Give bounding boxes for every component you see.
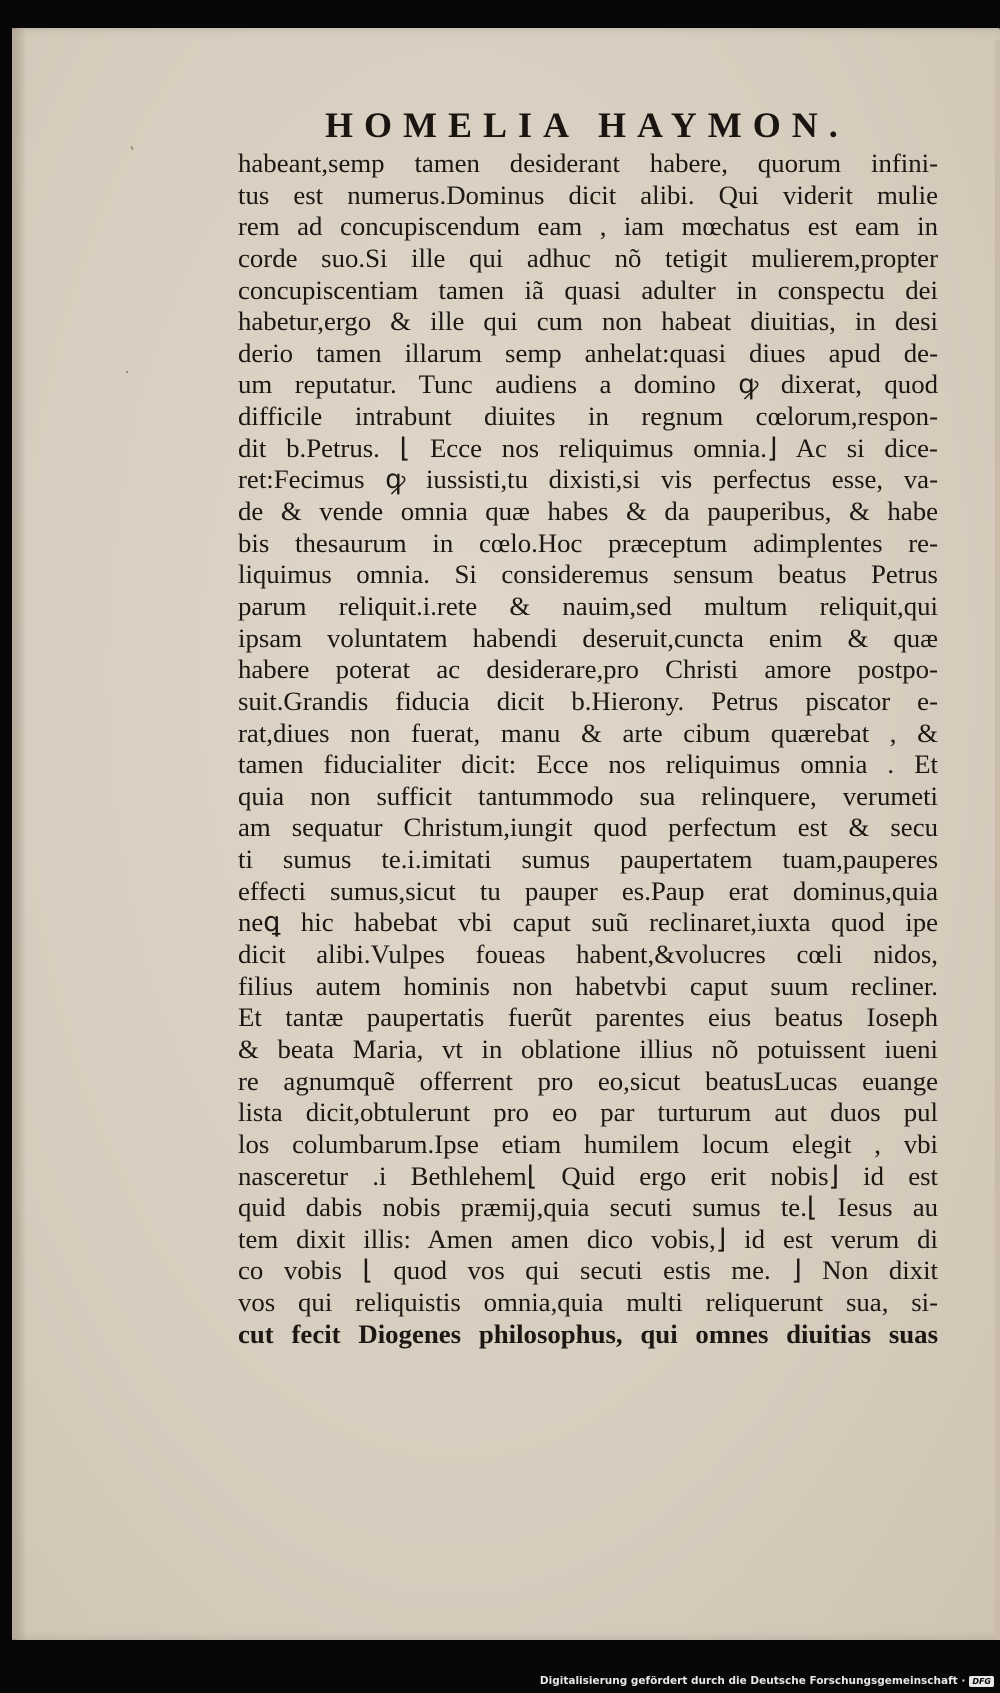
text-line: ti sumus te.i.imitati sumus paupertatem tuam,pauperes bbox=[238, 844, 938, 875]
dfg-logo: DFG bbox=[969, 1676, 994, 1687]
text-line: um reputatur. Tunc audiens a domino ꝙ dixerat, quod bbox=[238, 369, 938, 400]
text-line: habeant,semp tamen desiderant habere, quorum infini- bbox=[238, 148, 938, 178]
text-line: neꝗ hic habebat vbi caput suũ reclinaret,iuxta quod ipe bbox=[238, 907, 938, 938]
text-line: vos qui reliquistis omnia,quia multi reliquerunt sua, si- bbox=[238, 1287, 938, 1318]
text-line: suit.Grandis fiducia dicit b.Hierony. Petrus piscator e- bbox=[238, 685, 938, 716]
text-line: filius autem hominis non habetvbi caput suum recliner. bbox=[238, 970, 938, 1001]
text-line: nasceretur .i Bethlehem⌊ Quid ergo erit nobis⌋ id est bbox=[238, 1160, 938, 1191]
text-line: liquimus omnia. Si consideremus sensum beatus Petrus bbox=[238, 559, 938, 590]
text-line: parum reliquit.i.rete & nauim,sed multum reliquit,qui bbox=[238, 590, 938, 621]
text-line: ipsam voluntatem habendi deseruit,cuncta enim & quæ bbox=[238, 622, 938, 653]
footer-credit: Digitalisierung gefördert durch die Deutsche Forschungsgemeinschaft · bbox=[539, 1675, 966, 1687]
text-line: lista dicit,obtulerunt pro eo par turturum aut duos pul bbox=[238, 1097, 938, 1128]
digitization-footer bbox=[540, 1675, 994, 1687]
text-block bbox=[238, 148, 938, 1350]
text-line: concupiscentiam tamen iã quasi adulter in conspectu dei bbox=[238, 274, 938, 305]
text-line: rem ad concupiscendum eam , iam mœchatus est eam in bbox=[238, 211, 938, 242]
running-head: HOMELIA HAYMON. bbox=[325, 105, 849, 145]
text-line: tamen fiducialiter dicit: Ecce nos reliquimus omnia . Et bbox=[238, 749, 938, 780]
text-line: difficile intrabunt diuites in regnum cœlorum,respon- bbox=[238, 401, 938, 432]
text-line: habere poterat ac desiderare,pro Christi amore postpo- bbox=[238, 654, 938, 685]
text-line: dit b.Petrus. ⌊ Ecce nos reliquimus omnia.⌋ Ac si dice- bbox=[238, 432, 938, 463]
margin-mark: · bbox=[125, 365, 130, 381]
page-gutter-shadow bbox=[12, 28, 26, 1640]
margin-mark: ‛ bbox=[130, 145, 135, 161]
text-line: re agnumquẽ offerrent pro eo,sicut beatusLucas euange bbox=[238, 1065, 938, 1096]
text-line: am sequatur Christum,iungit quod perfectum est & secu bbox=[238, 812, 938, 843]
page-edge bbox=[995, 40, 1000, 1640]
text-line: corde suo.Si ille qui adhuc nõ tetigit mulierem,propter bbox=[238, 242, 938, 273]
text-line: & beata Maria, vt in oblatione illius nõ potuissent iueni bbox=[238, 1033, 938, 1064]
text-line: tus est numerus.Dominus dicit alibi. Qui viderit mulie bbox=[238, 179, 938, 210]
text-line: derio tamen illarum semp anhelat:quasi diues apud de- bbox=[238, 337, 938, 368]
text-line: effecti sumus,sicut tu pauper es.Paup erat dominus,quia bbox=[238, 875, 938, 906]
text-line: habetur,ergo & ille qui cum non habeat diuitias, in desi bbox=[238, 306, 938, 337]
text-line: de & vende omnia quæ habes & da pauperibus, & habe bbox=[238, 496, 938, 527]
text-line: co vobis ⌊ quod vos qui secuti estis me. ⌋ Non dixit bbox=[238, 1255, 938, 1286]
text-line: tem dixit illis: Amen amen dico vobis,⌋ id est verum di bbox=[238, 1223, 938, 1254]
text-line: quid dabis nobis præmij,quia secuti sumus te.⌊ Iesus au bbox=[238, 1192, 938, 1223]
text-line: los columbarum.Ipse etiam humilem locum elegit , vbi bbox=[238, 1128, 938, 1159]
text-line: cut fecit Diogenes philosophus, qui omnes diuitias suas bbox=[238, 1318, 938, 1349]
text-line: ret:Fecimus ꝙ iussisti,tu dixisti,si vis perfectus esse, va- bbox=[238, 464, 938, 495]
text-line: bis thesaurum in cœlo.Hoc præceptum adimplentes re- bbox=[238, 527, 938, 558]
text-line: rat,diues non fuerat, manu & arte cibum quærebat , & bbox=[238, 717, 938, 748]
text-line: quia non sufficit tantummodo sua relinquere, verumeti bbox=[238, 780, 938, 811]
text-line: dicit alibi.Vulpes foueas habent,&volucres cœli nidos, bbox=[238, 939, 938, 970]
text-line: Et tantæ paupertatis fuerũt parentes eius beatus Ioseph bbox=[238, 1002, 938, 1033]
